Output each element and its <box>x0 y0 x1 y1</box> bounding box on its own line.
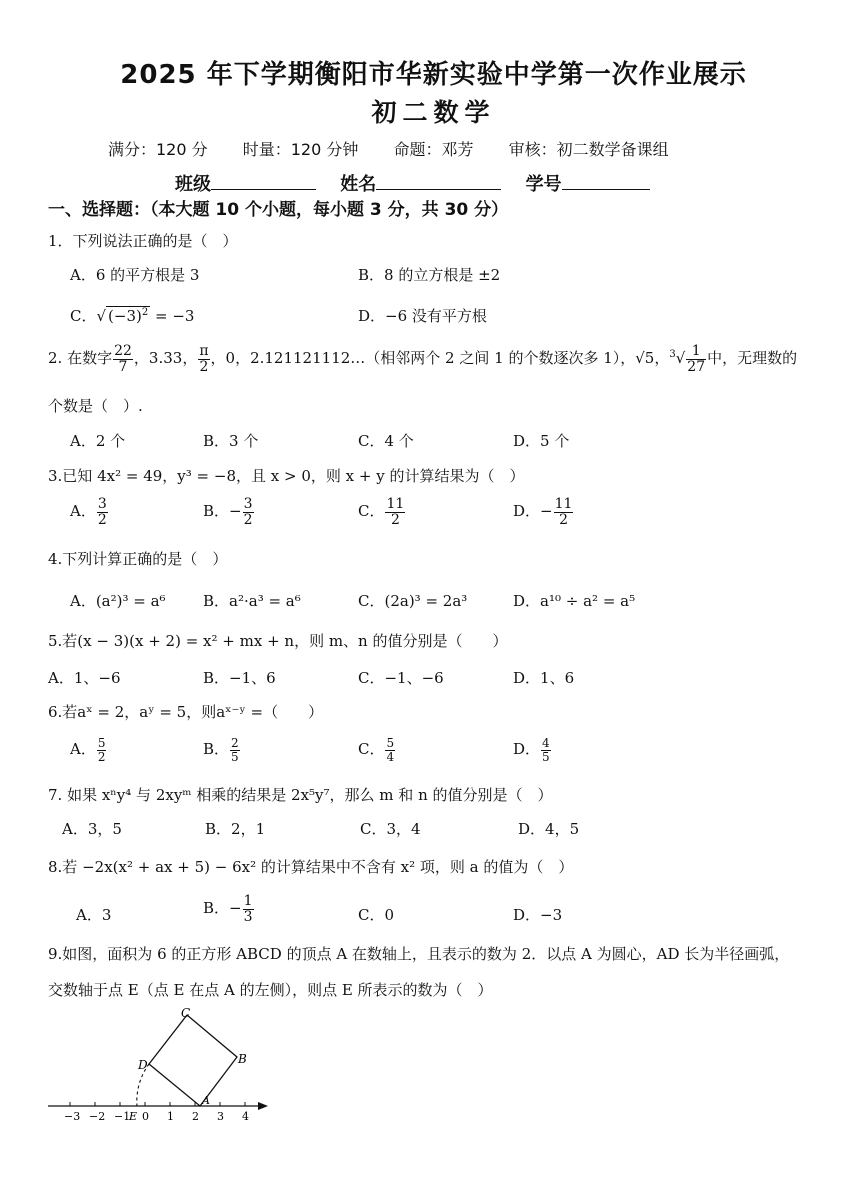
q6-c-pre: C． <box>358 740 385 759</box>
axis-tick-label: 1 <box>167 1110 174 1123</box>
q6-b-num: 2 <box>231 736 239 750</box>
q2-stem: 2. 在数字 $\frac{22}{7}$ ，3.33， $\frac{\pi}{2}$ ，0，2.121121112…（相邻两个 2 之间 1 的个数逐次多 1），√5，$^3$√ $\frac{1}{27}$ 中，无理数的 <box>48 343 798 375</box>
q3-b-num: 3 <box>243 496 253 512</box>
q3-option-a[interactable] <box>70 497 109 527</box>
q4-option-d[interactable]: D．a¹⁰ ÷ a² = a⁵ <box>513 592 636 610</box>
q6-d-frac <box>541 737 551 763</box>
q6-a-num: 5 <box>97 736 106 750</box>
q1-stem: 1．下列说法正确的是（ ） <box>48 232 238 250</box>
q6-d-num: 4 <box>542 736 550 750</box>
q9-line2: 交数轴于点 E（点 E 在点 A 的左侧），则点 E 所表示的数为（ ） <box>48 981 493 999</box>
q3-d-frac <box>554 497 574 527</box>
q2-frac-1-27 <box>686 344 706 374</box>
q4-option-a[interactable]: A．(a²)³ = a⁶ <box>70 592 166 610</box>
q1-option-d[interactable]: D．−6 没有平方根 <box>358 307 487 325</box>
q2-option-a[interactable]: A．2 个 <box>70 432 126 450</box>
q7-option-a[interactable]: A．3，5 <box>62 820 122 838</box>
q1-c-post: = −3 <box>155 307 195 325</box>
class-label: 班级 <box>175 174 211 195</box>
q6-b-frac <box>230 737 240 763</box>
q3-stem: 3.已知 4x² = 49，y³ = −8，且 x > 0，则 x + y 的计算结果为（ ） <box>48 467 525 485</box>
q2-line2: 个数是（ ）. <box>48 397 143 415</box>
name-label: 姓名 <box>340 174 377 195</box>
q3-option-c[interactable] <box>358 497 406 527</box>
q1-option-a[interactable]: A．6 的平方根是 3 <box>70 266 200 284</box>
q2-f2-den: 2 <box>199 358 209 375</box>
q3-a-pre: A． <box>70 502 96 521</box>
q6-c-den: 4 <box>386 749 395 764</box>
q9-line1: 9.如图，面积为 6 的正方形 ABCD 的顶点 A 在数轴上，且表示的数为 2．以点 A 为圆心，AD 长为半径画弧， <box>48 945 790 963</box>
q3-c-frac <box>385 497 405 527</box>
author: 命题：邓芳 <box>393 140 474 159</box>
q2-mid2: ，0，2.121121112…（相邻两个 2 之间 1 的个数逐次多 1），√5， <box>210 349 670 368</box>
q3-c-num: 11 <box>386 496 405 512</box>
q8-stem: 8.若 −2x(x² + ax + 5) − 6x² 的计算结果中不含有 x² 项，则 a 的值为（ ） <box>48 858 574 876</box>
q3-a-frac <box>97 497 108 527</box>
label-e: E <box>129 1110 138 1123</box>
q6-d-pre: D． <box>513 740 541 759</box>
axis-tick-label: −1 <box>114 1110 131 1123</box>
q3-c-den: 2 <box>390 511 400 528</box>
q4-option-c[interactable]: C．(2a)³ = 2a³ <box>358 592 468 610</box>
q2-f1-num: 22 <box>114 343 132 359</box>
q7-stem: 7. 如果 xⁿy⁴ 与 2xyᵐ 相乘的结果是 2x⁵y⁷，那么 m 和 n 的值分别是（ ） <box>48 786 553 804</box>
q2-post: 中，无理数的 <box>707 349 798 368</box>
q3-c-pre: C． <box>358 502 385 521</box>
q2-mid1: ，3.33， <box>133 349 198 368</box>
q6-option-d[interactable] <box>513 737 552 763</box>
axis-tick-label: −2 <box>89 1110 106 1123</box>
q6-b-pre: B． <box>203 740 230 759</box>
q1-c-radicand: $(-3)^2$ <box>108 307 149 325</box>
q8-b-num: 1 <box>243 893 253 909</box>
q6-a-frac <box>97 737 107 763</box>
q6-option-c[interactable] <box>358 737 396 763</box>
axis-tick-label: 2 <box>192 1110 199 1123</box>
q3-option-b[interactable] <box>203 497 255 527</box>
q6-c-frac <box>385 737 395 763</box>
q2-f3-num: 1 <box>686 344 706 360</box>
label-c: C <box>181 1006 191 1020</box>
q9-figure <box>40 1005 280 1125</box>
exam-title: 2025 年下学期衡阳市华新实验中学第一次作业展示 <box>120 60 747 90</box>
axis-tick-label: 4 <box>242 1110 249 1123</box>
q8-option-a[interactable]: A．3 <box>76 906 112 924</box>
axis-tick-label: −3 <box>64 1110 81 1123</box>
q6-d-den: 5 <box>542 749 550 764</box>
q6-b-den: 5 <box>231 749 239 764</box>
q6-a-pre: A． <box>70 740 96 759</box>
q1-c-expr: (−3) <box>108 307 142 325</box>
exam-meta <box>108 137 699 160</box>
q3-option-d[interactable] <box>513 497 574 527</box>
q2-option-c[interactable]: C．4 个 <box>358 432 414 450</box>
q8-option-b[interactable] <box>203 894 255 924</box>
student-info <box>175 170 650 196</box>
q6-option-b[interactable] <box>203 737 241 763</box>
q5-option-b[interactable]: B．−1、6 <box>203 669 276 687</box>
q1-c-prefix: C． <box>70 307 97 325</box>
label-b: B <box>238 1052 247 1066</box>
q2-frac-22-7 <box>113 344 133 374</box>
label-d: D <box>138 1058 148 1072</box>
q2-frac-pi-2 <box>198 344 209 374</box>
q2-option-d[interactable]: D．5 个 <box>513 432 570 450</box>
q6-stem: 6.若aˣ = 2，aʸ = 5，则aˣ⁻ʸ =（ ） <box>48 703 324 721</box>
q8-option-d[interactable]: D．−3 <box>513 906 563 924</box>
reviewer: 审核：初二数学备课组 <box>508 140 669 159</box>
q6-c-num: 5 <box>386 736 395 750</box>
axis-ticks <box>64 1102 249 1123</box>
q7-option-b[interactable]: B．2，1 <box>205 820 266 838</box>
label-a: A <box>202 1094 210 1107</box>
q7-option-d[interactable]: D．4，5 <box>518 820 580 838</box>
q3-d-pre: D．− <box>513 502 553 521</box>
square-abcd <box>149 1015 237 1106</box>
section-heading: 一、选择题：（本大题 10 个小题，每小题 3 分，共 30 分） <box>48 200 509 220</box>
q6-a-den: 2 <box>97 749 106 764</box>
axis-tick-label: 3 <box>217 1110 224 1123</box>
q2-f3-den: 27 <box>687 358 706 375</box>
full-score: 满分：120 分 <box>108 140 208 159</box>
q4-stem: 4.下列计算正确的是（ ） <box>48 550 228 568</box>
q8-option-c[interactable]: C．0 <box>358 906 395 924</box>
q5-option-a[interactable]: A．1、−6 <box>48 669 121 687</box>
q3-b-den: 2 <box>243 511 253 528</box>
id-label: 学号 <box>525 174 562 195</box>
id-blank[interactable] <box>562 171 650 190</box>
q8-b-pre: B．− <box>203 899 242 918</box>
q8-b-frac <box>243 894 254 924</box>
q3-b-pre: B．− <box>203 502 242 521</box>
q3-a-num: 3 <box>97 496 107 512</box>
q6-option-a[interactable] <box>70 737 107 763</box>
q3-d-num: 11 <box>554 496 573 512</box>
name-blank[interactable] <box>376 171 501 190</box>
q5-option-c[interactable]: C．−1、−6 <box>358 669 444 687</box>
q2-pre: 2. 在数字 <box>48 349 113 368</box>
q7-option-c[interactable]: C．3，4 <box>360 820 421 838</box>
time-limit: 时量：120 分钟 <box>242 140 359 159</box>
q2-f2-num: π <box>199 343 209 359</box>
q2-option-b[interactable]: B．3 个 <box>203 432 259 450</box>
q8-b-den: 3 <box>243 908 253 925</box>
axis-tick-label: 0 <box>142 1110 149 1123</box>
q3-b-frac <box>243 497 254 527</box>
axis-arrow-icon <box>258 1102 268 1110</box>
q5-option-d[interactable]: D．1、6 <box>513 669 575 687</box>
q1-option-b[interactable]: B．8 的立方根是 ±2 <box>358 266 501 284</box>
q4-option-b[interactable]: B．a²·a³ = a⁶ <box>203 592 301 610</box>
q3-d-den: 2 <box>559 511 568 528</box>
class-blank[interactable] <box>211 171 316 190</box>
q2-f1-den: 7 <box>118 358 128 375</box>
q3-a-den: 2 <box>97 511 107 528</box>
exam-subtitle: 初二数学 <box>371 98 496 127</box>
q5-stem: 5.若(x − 3)(x + 2) = x² + mx + n，则 m、n 的值分别是（ ） <box>48 632 508 650</box>
q1-option-c[interactable]: C．√ $(-3)^2 = -3$ <box>70 307 195 325</box>
